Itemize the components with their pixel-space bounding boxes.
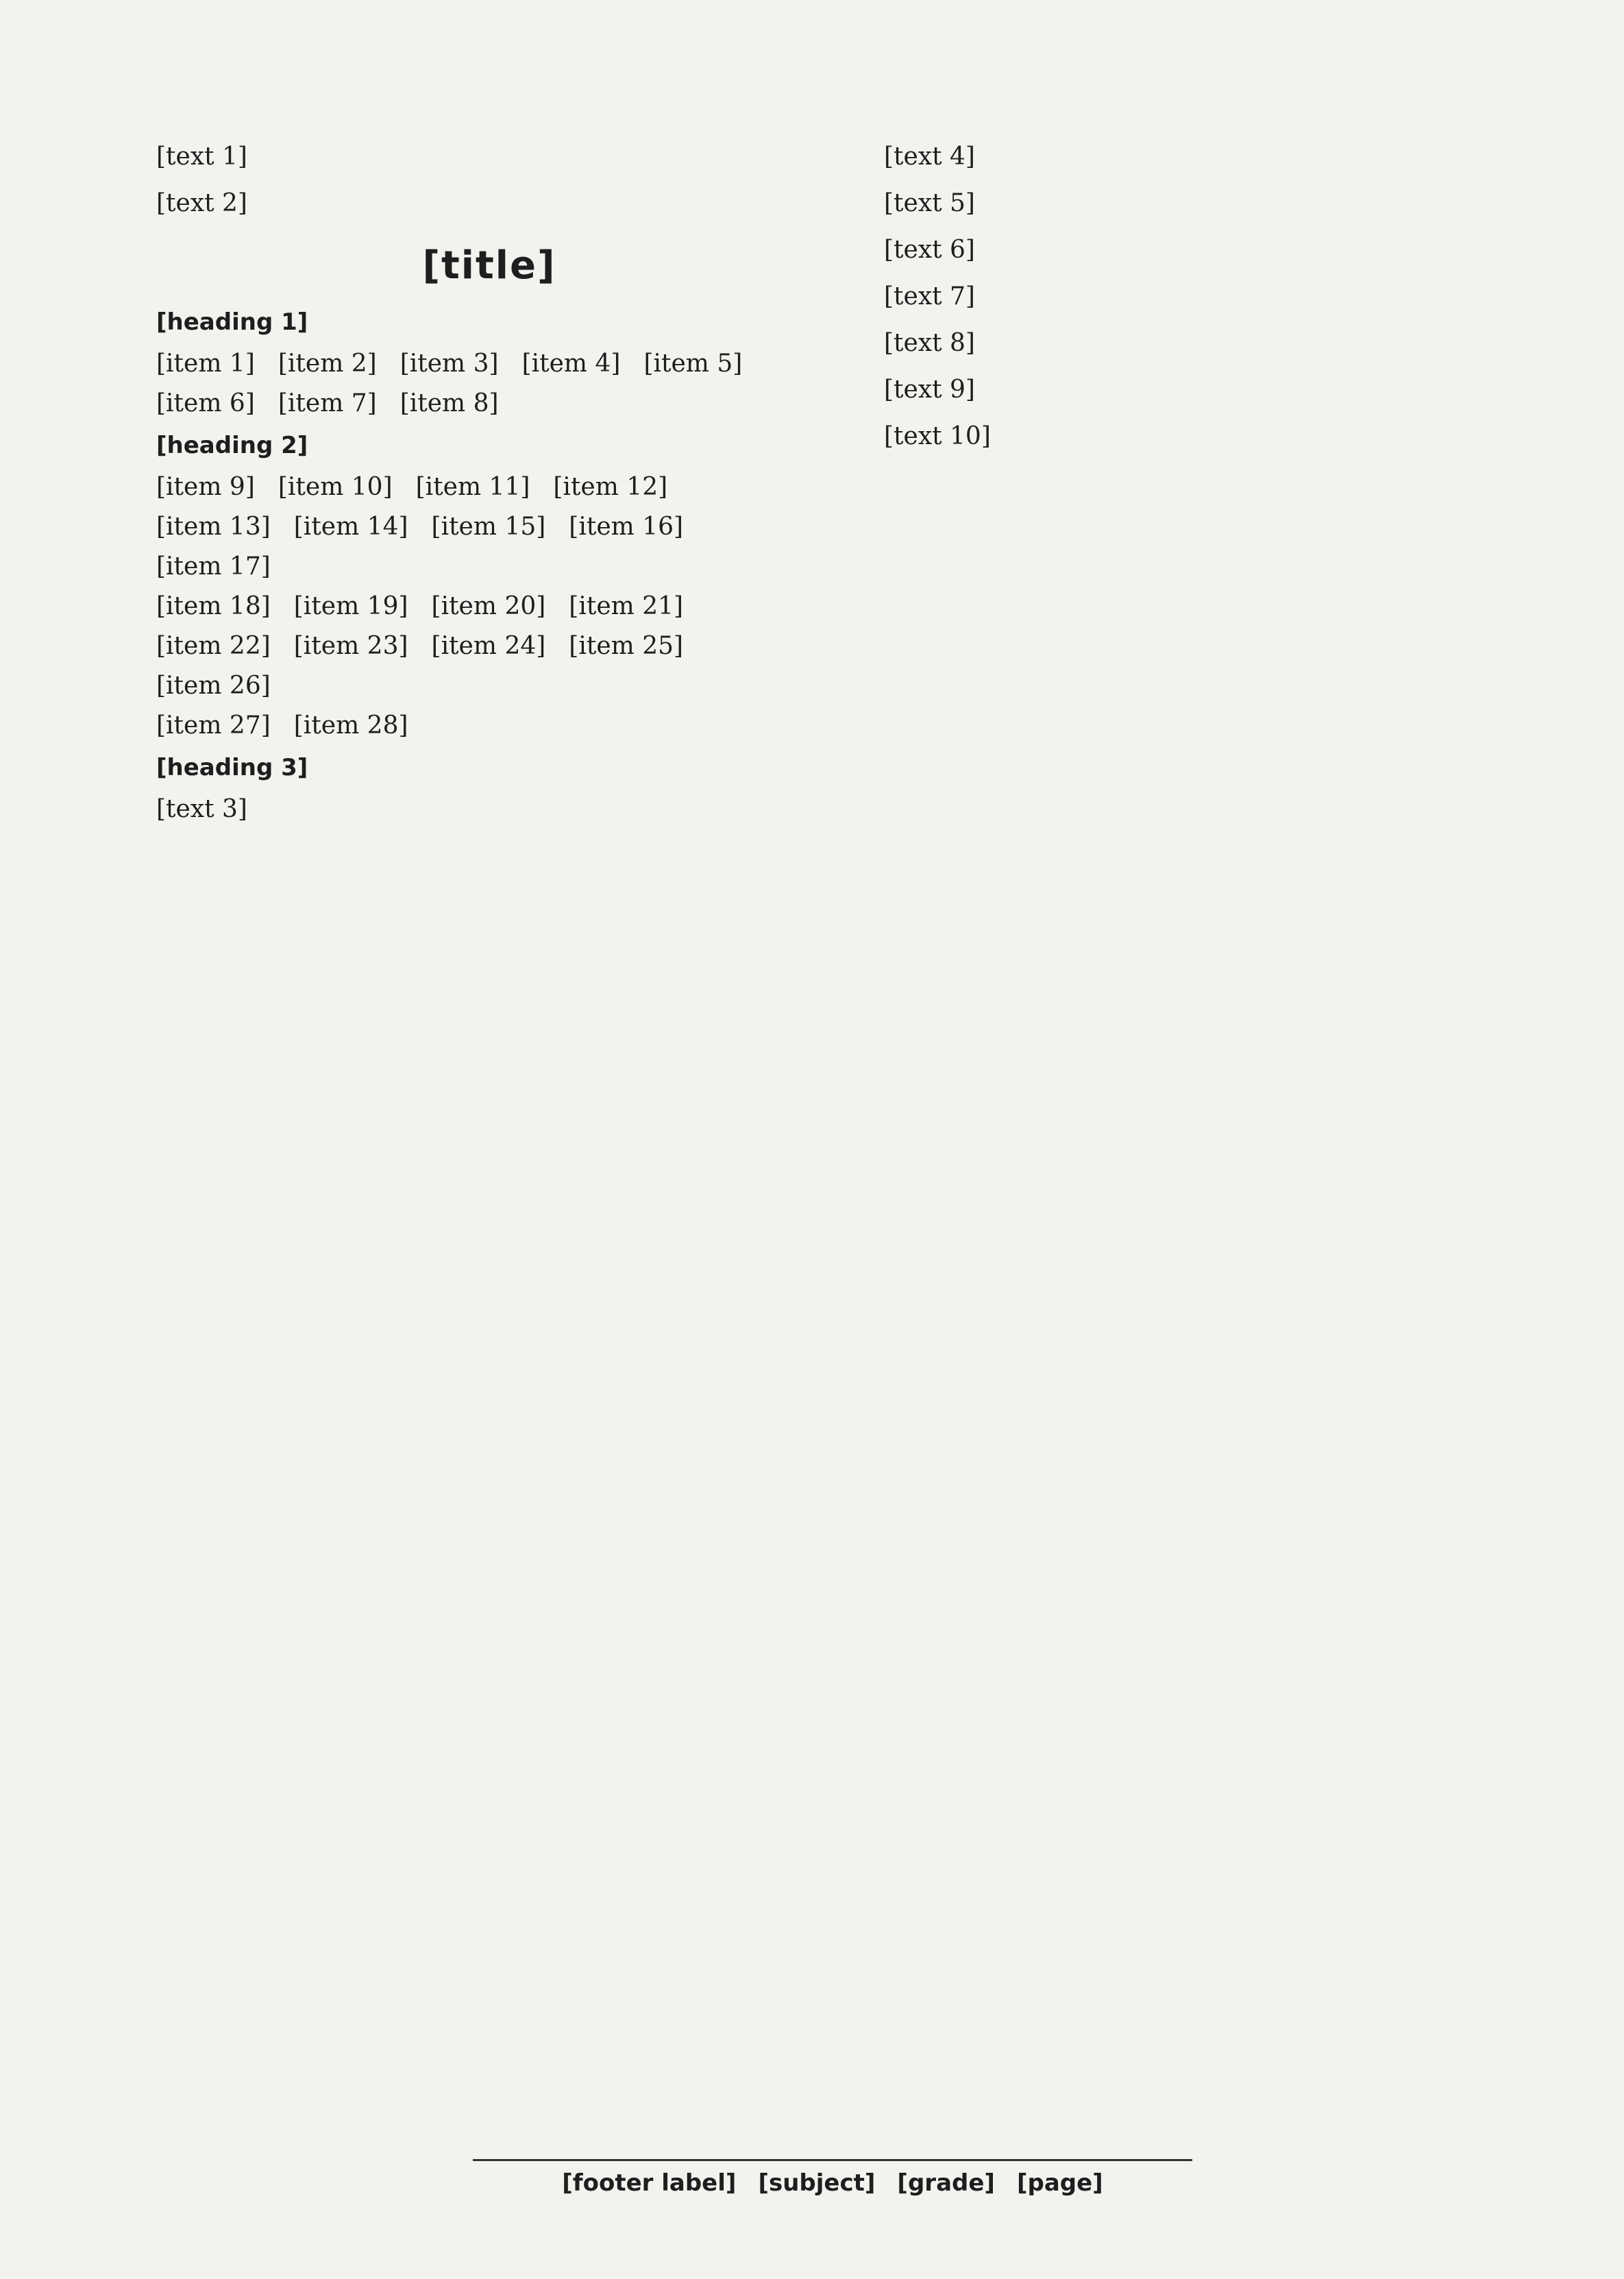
answer-item: [item 2] — [278, 350, 377, 378]
answer-item: [item 10] — [278, 473, 393, 501]
answer-item: [item 19] — [293, 592, 408, 620]
choice-heading: [heading 2] — [156, 432, 308, 459]
answer-item: [item 11] — [415, 473, 530, 501]
answer-item: [item 12] — [553, 473, 668, 501]
answer-item: [item 9] — [156, 473, 255, 501]
page-footer — [473, 2159, 1192, 2205]
answer-item: [item 23] — [293, 632, 408, 660]
answer-paragraph-29: [text 3] — [156, 795, 247, 823]
answer-paragraph-30: [text 5] — [884, 189, 975, 217]
choice-answers-row — [156, 587, 822, 706]
answer-item: [item 21] — [569, 592, 684, 620]
judge-heading: [heading 1] — [156, 308, 308, 336]
answer-item: [item 13] — [156, 513, 271, 541]
answer-item: [item 25] — [569, 632, 684, 660]
judge-answers — [156, 344, 822, 424]
answer-item: [item 15] — [431, 513, 546, 541]
answer-item: [item 14] — [293, 513, 408, 541]
answer-item: [item 3] — [399, 350, 499, 378]
answer-paragraph: [text 1] — [156, 143, 247, 171]
right-column — [884, 137, 1550, 463]
section-title: [title] — [422, 243, 556, 288]
answer-item: [item 5] — [643, 350, 743, 378]
footer-grade: [grade] — [897, 2169, 995, 2197]
answer-item: [item 16] — [569, 513, 684, 541]
answer-item: [item 24] — [431, 632, 546, 660]
answer-paragraph: [text 4] — [884, 143, 975, 171]
choice-answers-row — [156, 706, 822, 746]
answer-item: [item 18] — [156, 592, 271, 620]
page-number: [page] — [1016, 2169, 1103, 2197]
answer-item: [item 8] — [399, 389, 499, 417]
answer-item: [item 6] — [156, 389, 255, 417]
answer-paragraph-33: [text 10] — [884, 422, 991, 450]
left-column — [156, 137, 822, 836]
answer-item: [item 7] — [278, 389, 377, 417]
comprehensive-heading: [heading 3] — [156, 754, 308, 781]
answer-item: [item 17] — [156, 552, 271, 581]
answer-paragraph-31: [text 6] — [884, 236, 975, 264]
answer-item: [item 20] — [431, 592, 546, 620]
answer-item: [item 1] — [156, 350, 255, 378]
footer-subject: [subject] — [758, 2169, 876, 2197]
answer-item: [item 4] — [521, 350, 621, 378]
answer-item: [item 22] — [156, 632, 271, 660]
answer-item: [item 27] — [156, 711, 271, 740]
answer-item: [item 26] — [156, 672, 271, 700]
footer-label: [footer label] — [562, 2169, 737, 2197]
answer-paragraph-32: [text 7] — [884, 282, 975, 310]
choice-answers-row — [156, 467, 822, 587]
answer-item: [item 28] — [293, 711, 408, 740]
answer-paragraph-32-4: [text 9] — [884, 376, 975, 404]
answer-paragraph-34: [text 2] — [156, 189, 247, 217]
answer-paragraph-32-3: [text 8] — [884, 329, 975, 357]
